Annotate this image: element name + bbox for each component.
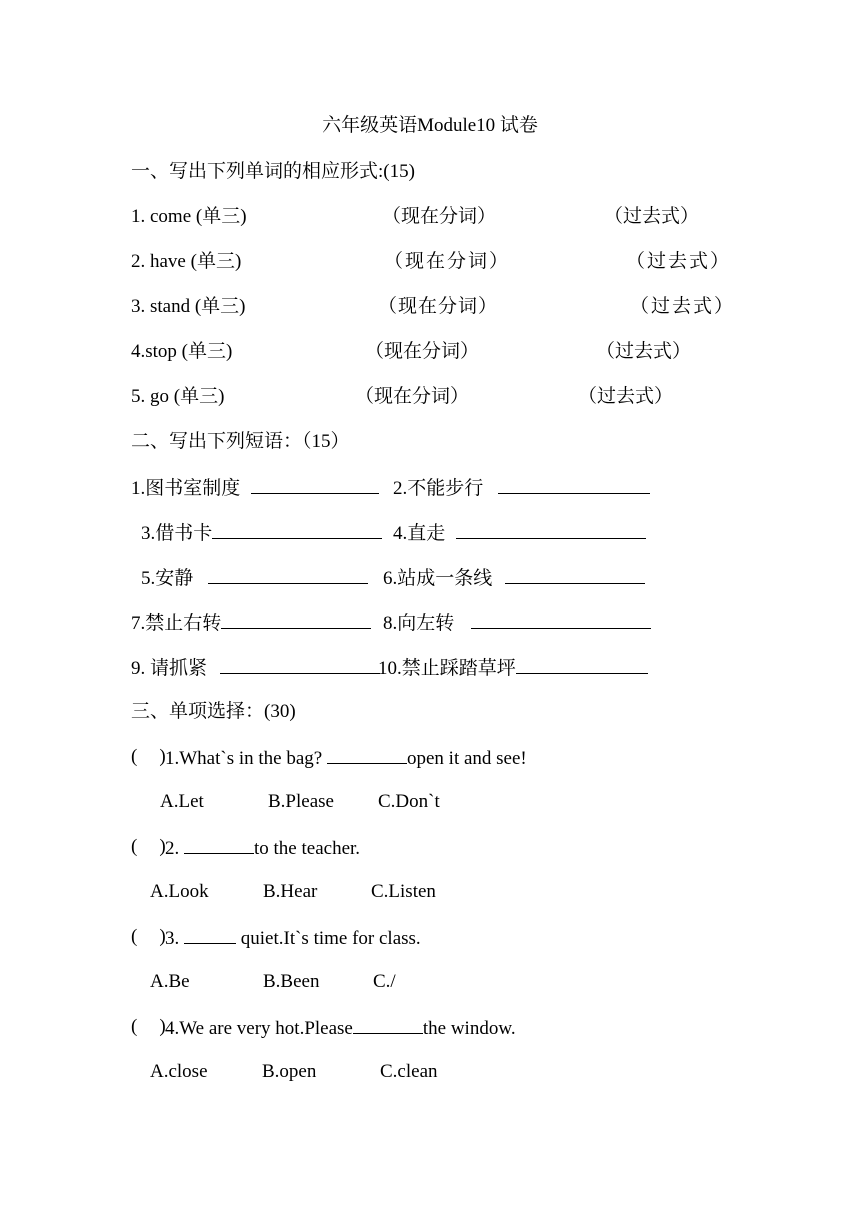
phrase-label: 10.禁止踩踏草坪 bbox=[378, 658, 516, 679]
option[interactable]: A.close bbox=[150, 1061, 208, 1082]
answer-blank[interactable] bbox=[456, 520, 646, 539]
answer-blank[interactable] bbox=[220, 655, 380, 674]
phrase-label: 4.直走 bbox=[393, 523, 446, 544]
phrase-item bbox=[141, 520, 382, 546]
answer-blank[interactable] bbox=[184, 925, 236, 944]
phrase-label: 7.禁止右转 bbox=[131, 613, 222, 634]
option[interactable]: A.Be bbox=[150, 971, 190, 992]
answer-blank[interactable] bbox=[505, 565, 645, 584]
word-item: 2. have (单三) bbox=[131, 251, 242, 272]
past-tense-label: （过去式） bbox=[630, 296, 736, 317]
past-tense-label: （过去式） bbox=[596, 341, 692, 362]
phrase-label: 2.不能步行 bbox=[393, 478, 484, 499]
answer-blank[interactable] bbox=[184, 835, 254, 854]
answer-blank[interactable] bbox=[327, 745, 407, 764]
word-item: 5. go (单三) bbox=[131, 386, 225, 407]
phrase-item bbox=[131, 655, 380, 681]
option[interactable]: B.Been bbox=[263, 971, 320, 992]
page-title: 六年级英语Module10 试卷 bbox=[322, 115, 538, 136]
phrase-item bbox=[141, 565, 368, 591]
present-participle-label: （现在分词） bbox=[384, 251, 511, 272]
answer-blank[interactable] bbox=[471, 610, 651, 629]
paren-close: ) bbox=[159, 746, 166, 767]
paren-close: ) bbox=[159, 926, 166, 947]
section2-heading: 二、写出下列短语：（15） bbox=[131, 431, 350, 452]
option[interactable]: C.Don`t bbox=[378, 791, 440, 812]
section1-heading: 一、写出下列单词的相应形式:(15) bbox=[131, 161, 415, 182]
option[interactable]: B.Hear bbox=[263, 881, 318, 902]
paren-open: ( bbox=[131, 926, 138, 947]
phrase-label: 5.安静 bbox=[141, 568, 194, 589]
option[interactable]: C.Listen bbox=[371, 881, 436, 902]
phrase-label: 1.图书室制度 bbox=[131, 478, 241, 499]
present-participle-label: （现在分词） bbox=[382, 206, 497, 227]
answer-blank[interactable] bbox=[208, 565, 368, 584]
question-prefix: 2. bbox=[165, 838, 184, 859]
word-item: 1. come (单三) bbox=[131, 206, 247, 227]
present-participle-label: （现在分词） bbox=[355, 386, 470, 407]
question-prefix: 1.What`s in the bag? bbox=[165, 748, 327, 769]
paren-open: ( bbox=[131, 836, 138, 857]
phrase-item bbox=[393, 520, 646, 546]
present-participle-label: （现在分词） bbox=[365, 341, 480, 362]
question-suffix: the window. bbox=[422, 1018, 516, 1039]
past-tense-label: （过去式） bbox=[578, 386, 674, 407]
question-text bbox=[165, 745, 527, 771]
word-item: 3. stand (单三) bbox=[131, 296, 246, 317]
option[interactable]: A.Let bbox=[160, 791, 204, 812]
question-text bbox=[165, 1015, 516, 1041]
phrase-label: 9. 请抓紧 bbox=[131, 658, 208, 679]
answer-paren[interactable] bbox=[131, 1015, 166, 1039]
answer-blank[interactable] bbox=[498, 475, 650, 494]
question-suffix: open it and see! bbox=[406, 748, 527, 769]
question-prefix: 4.We are very hot.Please bbox=[165, 1018, 353, 1039]
phrase-label: 6.站成一条线 bbox=[383, 568, 493, 589]
phrase-item bbox=[393, 475, 650, 501]
section3-heading: 三、单项选择：(30) bbox=[131, 701, 296, 722]
question-suffix: to the teacher. bbox=[254, 838, 361, 859]
paren-open: ( bbox=[131, 746, 138, 767]
paren-close: ) bbox=[159, 836, 166, 857]
phrase-label: 3.借书卡 bbox=[141, 523, 213, 544]
question-text bbox=[165, 925, 421, 951]
question-suffix: quiet.It`s time for class. bbox=[236, 928, 421, 949]
phrase-item bbox=[131, 475, 379, 501]
phrase-item bbox=[383, 565, 645, 591]
present-participle-label: （现在分词） bbox=[378, 296, 499, 317]
phrase-item bbox=[378, 655, 648, 681]
option[interactable]: C.clean bbox=[380, 1061, 438, 1082]
past-tense-label: （过去式） bbox=[604, 206, 700, 227]
paren-close: ) bbox=[159, 1016, 166, 1037]
answer-paren[interactable] bbox=[131, 925, 166, 949]
option[interactable]: B.open bbox=[262, 1061, 317, 1082]
option[interactable]: C./ bbox=[373, 971, 396, 992]
phrase-label: 8.向左转 bbox=[383, 613, 455, 634]
option[interactable]: B.Please bbox=[268, 791, 334, 812]
answer-blank[interactable] bbox=[251, 475, 379, 494]
answer-blank[interactable] bbox=[516, 655, 648, 674]
answer-paren[interactable] bbox=[131, 835, 166, 859]
phrase-item bbox=[383, 610, 651, 636]
answer-blank[interactable] bbox=[353, 1015, 423, 1034]
answer-paren[interactable] bbox=[131, 745, 166, 769]
phrase-item bbox=[131, 610, 371, 636]
word-item: 4.stop (单三) bbox=[131, 341, 233, 362]
question-prefix: 3. bbox=[165, 928, 184, 949]
question-text bbox=[165, 835, 360, 861]
paren-open: ( bbox=[131, 1016, 138, 1037]
option[interactable]: A.Look bbox=[150, 881, 209, 902]
past-tense-label: （过去式） bbox=[626, 251, 732, 272]
answer-blank[interactable] bbox=[212, 520, 382, 539]
answer-blank[interactable] bbox=[221, 610, 371, 629]
